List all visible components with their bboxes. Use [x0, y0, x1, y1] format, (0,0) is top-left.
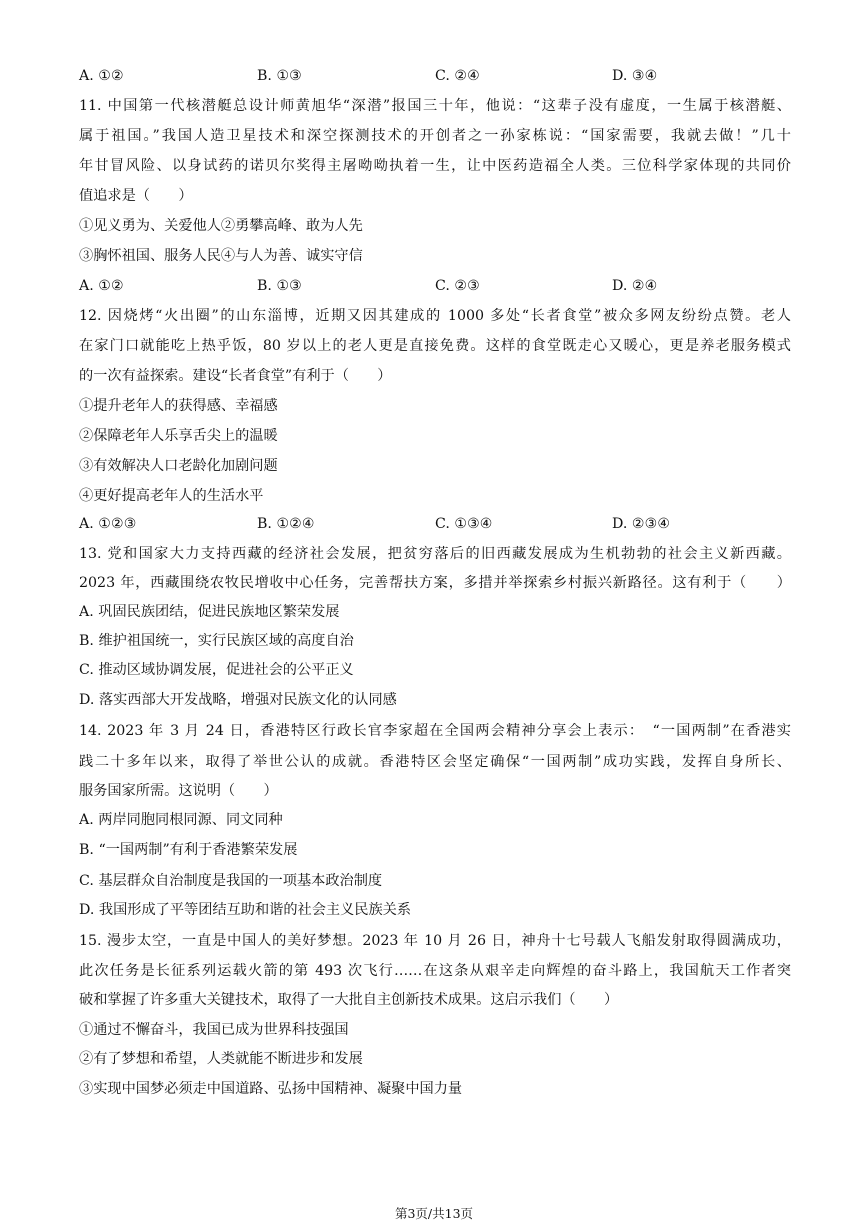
q12-stem-line: 12. 因烧烤“火出圈”的山东淄博，近期又因其建成的 1000 多处“长者食堂”被众多网友纷纷点赞。老人: [79, 308, 791, 324]
q12-option-c: C. ①③④: [435, 516, 493, 532]
q12-statement: ①提升老年人的获得感、幸福感: [79, 398, 278, 414]
q11-stem-line: 年甘冒风险、以身试药的诺贝尔奖得主屠呦呦执着一生，让中医药造福全人类。三位科学家体现的共同价: [79, 158, 791, 174]
q12-statement: ②保障老年人乐享舌尖上的温暖: [79, 428, 278, 444]
q11-statement: ①见义勇为、关爱他人②勇攀高峰、敢为人先: [79, 218, 363, 234]
page-number: 第3页/共13页: [394, 1206, 474, 1221]
q13-stem-line: 2023 年，西藏围绕农牧民增收中心任务，完善帮扶方案，多措并举探索乡村振兴新路径。这有利于（ ）: [79, 575, 791, 591]
q14-stem-line: 14. 2023 年 3 月 24 日，香港特区行政长官李家超在全国两会精神分享会上表示： “一国两制”在香港实: [79, 723, 791, 739]
q11-stem-line: 属于祖国。”我国人造卫星技术和深空探测技术的开创者之一孙家栋说：“国家需要，我就去做！”几十: [79, 128, 791, 144]
q15-stem-line: 15. 漫步太空，一直是中国人的美好梦想。2023 年 10 月 26 日，神舟十七号载人飞船发射取得圆满成功，: [79, 933, 791, 949]
q15-statement: ①通过不懈奋斗，我国已成为世界科技强国: [79, 1022, 349, 1038]
q15-stem-line: 此次任务是长征系列运载火箭的第 493 次飞行……在这条从艰辛走向辉煌的奋斗路上，我国航天工作者突: [79, 963, 791, 979]
q14-choice-b: B. “一国两制”有利于香港繁荣发展: [79, 842, 298, 858]
q11-option-c: C. ②③: [435, 278, 480, 294]
q12-stem-line: 在家门口就能吃上热乎饭，80 岁以上的老人更是直接免费。这样的食堂既走心又暖心，更是养老服务模式: [79, 338, 791, 354]
q11-stem-line: 值追求是（ ）: [79, 188, 193, 204]
q14-choice-d: D. 我国形成了平等团结互助和谐的社会主义民族关系: [79, 902, 412, 918]
q14-stem-line: 践二十多年以来，取得了举世公认的成就。香港特区会坚定确保“一国两制”成功实践，发挥自身所长、: [79, 754, 791, 770]
q14-stem-line: 服务国家所需。这说明（ ）: [79, 783, 278, 799]
q12-stem-line: 的一次有益探索。建设“长者食堂”有利于（ ）: [79, 368, 392, 384]
q12-options: [79, 514, 791, 534]
q10-option-d: D. ③④: [612, 68, 658, 84]
q13-choice-b: B. 维护祖国统一，实行民族区域的高度自治: [79, 633, 354, 649]
q12-option-b: B. ①②④: [257, 516, 315, 532]
q12-option-d: D. ②③④: [612, 516, 671, 532]
q11-option-a: A. ①②: [79, 278, 124, 294]
q13-choice-d: D. 落实西部大开发战略，增强对民族文化的认同感: [79, 692, 397, 708]
q11-options: [79, 276, 791, 296]
q11-statement: ③胸怀祖国、服务人民④与人为善、诚实守信: [79, 248, 363, 264]
q13-stem-line: 13. 党和国家大力支持西藏的经济社会发展，把贫穷落后的旧西藏发展成为生机勃勃的社会主义新西藏。: [79, 546, 791, 562]
q11-option-d: D. ②④: [612, 278, 658, 294]
q12-option-a: A. ①②③: [79, 516, 137, 532]
q14-choice-a: A. 两岸同胞同根同源、同文同种: [79, 812, 283, 828]
q13-choice-a: A. 巩固民族团结，促进民族地区繁荣发展: [79, 604, 340, 620]
q10-option-c: C. ②④: [435, 68, 480, 84]
q10-option-b: B. ①③: [257, 68, 302, 84]
q15-statement: ③实现中国梦必须走中国道路、弘扬中国精神、凝聚中国力量: [79, 1081, 463, 1097]
q15-statement: ②有了梦想和希望，人类就能不断进步和发展: [79, 1051, 363, 1067]
q12-statement: ③有效解决人口老龄化加剧问题: [79, 458, 278, 474]
q10-options: [79, 66, 791, 86]
q11-option-b: B. ①③: [257, 278, 302, 294]
q10-option-a: A. ①②: [79, 68, 124, 84]
q13-choice-c: C. 推动区域协调发展，促进社会的公平正义: [79, 662, 354, 678]
q14-choice-c: C. 基层群众自治制度是我国的一项基本政治制度: [79, 873, 383, 889]
q12-statement: ④更好提高老年人的生活水平: [79, 488, 264, 504]
q11-stem-line: 11. 中国第一代核潜艇总设计师黄旭华“深潜”报国三十年，他说：“这辈子没有虚度，一生属于核潜艇、: [79, 98, 791, 114]
q15-stem-line: 破和掌握了许多重大关键技术，取得了一大批自主创新技术成果。这启示我们（ ）: [79, 992, 619, 1008]
